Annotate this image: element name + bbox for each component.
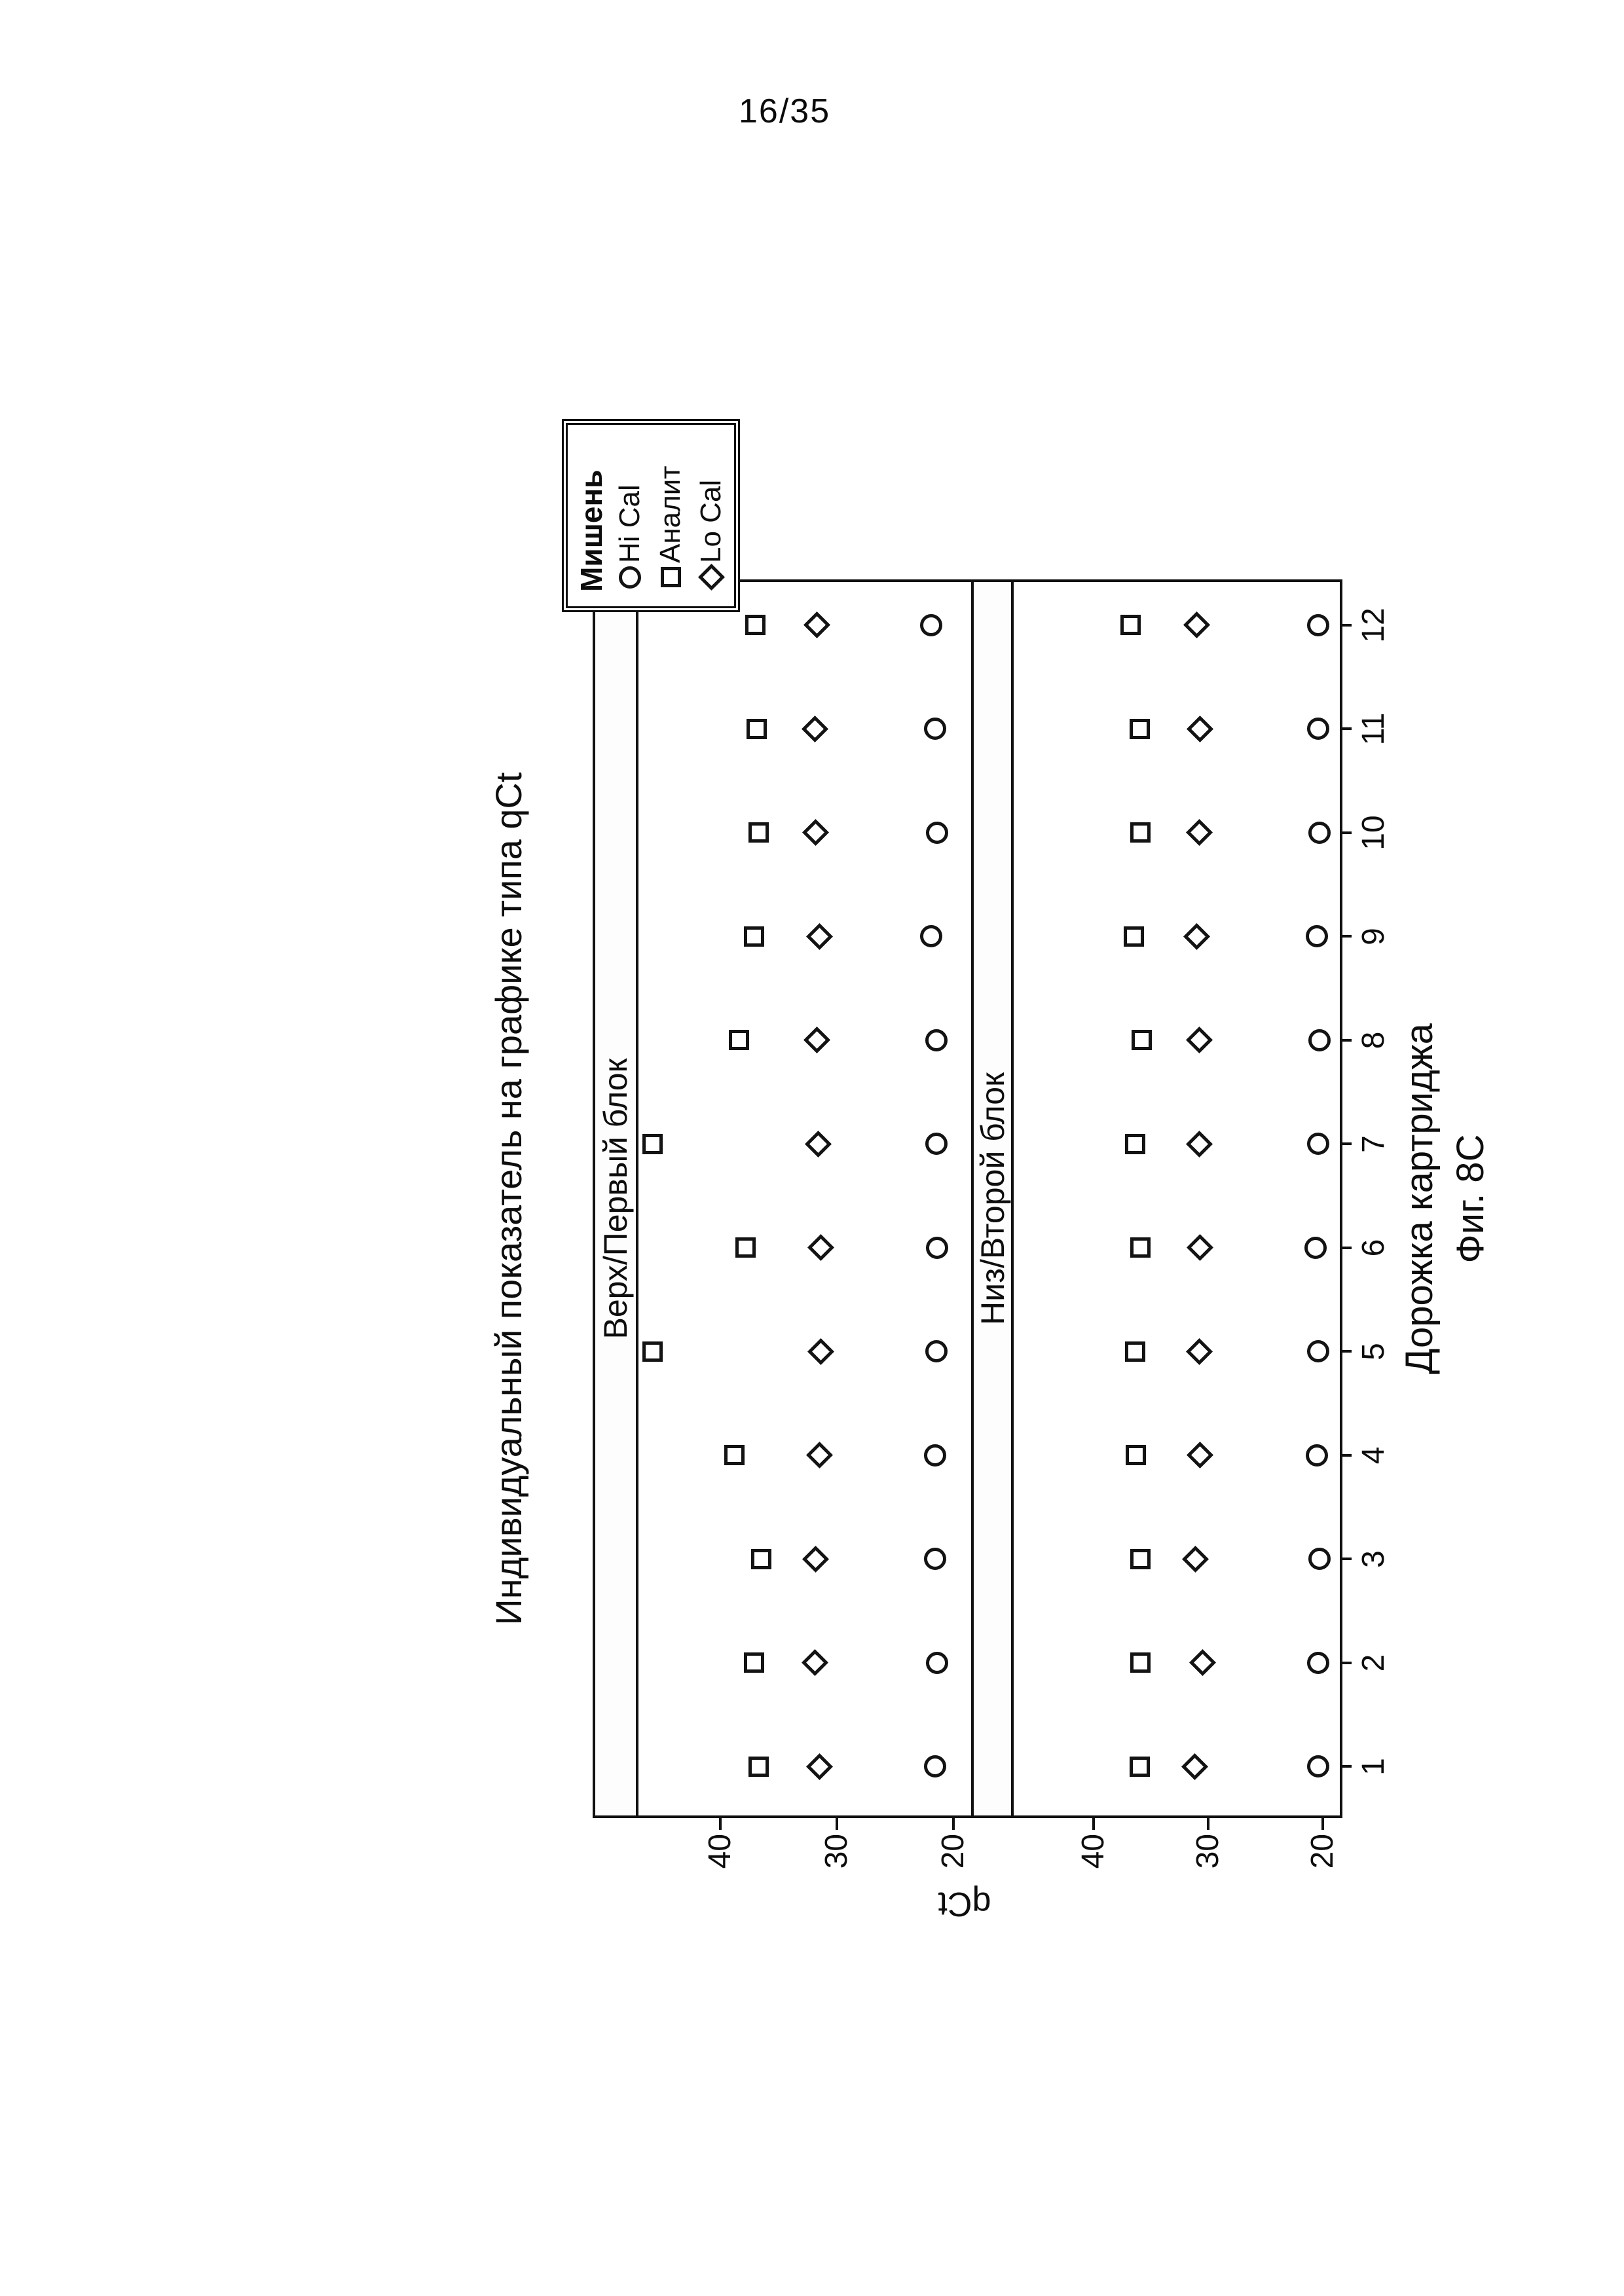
data-point-square xyxy=(1126,1446,1146,1466)
data-point-square xyxy=(751,1549,771,1569)
data-point-circle xyxy=(924,1756,946,1778)
data-point-circle xyxy=(925,1133,948,1156)
x-tick xyxy=(1342,831,1352,834)
data-point-square xyxy=(729,1030,749,1051)
x-tick xyxy=(1342,1766,1352,1768)
data-point-square xyxy=(1125,1134,1145,1154)
y-tick-label: 20 xyxy=(1304,1834,1340,1869)
x-tick xyxy=(1342,1247,1352,1249)
x-tick-label: 7 xyxy=(1356,1135,1391,1153)
x-tick xyxy=(1342,936,1352,938)
y-tick-label: 30 xyxy=(1190,1834,1226,1869)
legend-item xyxy=(610,425,650,592)
diamond-marker-icon xyxy=(702,563,721,592)
x-tick xyxy=(1342,1039,1352,1042)
data-point-square xyxy=(1130,1653,1151,1673)
x-tick-label: 3 xyxy=(1356,1550,1391,1568)
y-axis-title: qCt xyxy=(938,1885,991,1923)
x-tick-label: 1 xyxy=(1356,1758,1391,1776)
x-tick-label: 2 xyxy=(1356,1654,1391,1672)
x-tick-label: 8 xyxy=(1356,1031,1391,1049)
panel-strip-bottom: Низ/Второй блок xyxy=(971,579,1014,1818)
data-point-square xyxy=(744,1653,764,1673)
data-point-square xyxy=(745,615,766,636)
x-tick-label: 12 xyxy=(1356,608,1391,643)
data-point-square xyxy=(1130,719,1150,739)
data-point-square xyxy=(1130,1757,1150,1777)
data-point-circle xyxy=(1308,1029,1331,1051)
legend-item-label: Аналит xyxy=(654,465,686,563)
chart-title: Индивидуальный показатель на графике типа qCt xyxy=(488,772,529,1626)
data-point-square xyxy=(735,1238,756,1258)
x-tick xyxy=(1342,1351,1352,1353)
data-point-square xyxy=(748,823,769,843)
data-point-circle xyxy=(1308,822,1331,844)
x-tick xyxy=(1342,1662,1352,1664)
x-tick xyxy=(1342,728,1352,731)
data-point-circle xyxy=(924,1548,946,1571)
panel-strip-top: Верх/Первый блок xyxy=(593,579,638,1818)
data-point-square xyxy=(744,926,764,947)
data-point-square xyxy=(642,1341,663,1362)
x-tick-label: 10 xyxy=(1356,815,1391,850)
x-axis-title: Дорожка картриджа xyxy=(1398,1023,1441,1374)
y-tick-label: 20 xyxy=(936,1834,971,1869)
y-tick xyxy=(719,1818,722,1830)
y-tick xyxy=(1092,1818,1095,1830)
qct-chart xyxy=(485,419,1506,1938)
panel-plot-bottom xyxy=(1011,579,1342,1818)
y-tick-label: 40 xyxy=(1076,1834,1111,1869)
legend-title: Мишень xyxy=(574,469,608,592)
y-tick xyxy=(1207,1818,1209,1830)
x-tick xyxy=(1342,624,1352,627)
x-tick xyxy=(1342,1143,1352,1146)
x-tick-label: 6 xyxy=(1356,1239,1391,1257)
data-point-circle xyxy=(925,1341,948,1363)
x-tick-label: 9 xyxy=(1356,928,1391,945)
page-number: 16/35 xyxy=(739,92,831,130)
panel-plot-top xyxy=(636,579,974,1818)
data-point-square xyxy=(1130,1549,1151,1569)
x-tick xyxy=(1342,1454,1352,1457)
legend-item xyxy=(650,425,691,592)
data-point-circle xyxy=(925,1029,948,1051)
circle-marker-icon xyxy=(619,563,641,592)
data-point-square xyxy=(1132,1030,1152,1051)
legend xyxy=(562,419,740,612)
data-point-circle xyxy=(1308,1548,1331,1571)
legend-item-label: Lo Cal xyxy=(695,479,727,563)
data-point-square xyxy=(747,719,767,739)
data-point-circle xyxy=(1307,1652,1329,1674)
y-tick xyxy=(836,1818,838,1830)
data-point-square xyxy=(748,1757,769,1777)
y-tick-label: 40 xyxy=(702,1834,737,1869)
x-tick-label: 4 xyxy=(1356,1446,1391,1465)
data-point-square xyxy=(1120,615,1141,636)
figure-caption: Фиг. 8C xyxy=(1449,1134,1492,1264)
data-point-circle xyxy=(924,1444,946,1467)
data-point-square xyxy=(1130,1238,1151,1258)
data-point-circle xyxy=(1306,1444,1328,1467)
legend-item-label: Hi Cal xyxy=(614,484,646,563)
square-marker-icon xyxy=(661,563,681,592)
y-tick xyxy=(952,1818,955,1830)
legend-item xyxy=(691,425,731,592)
y-tick-label: 30 xyxy=(819,1834,855,1869)
data-point-square xyxy=(1124,926,1144,947)
data-point-square xyxy=(642,1134,663,1154)
data-point-circle xyxy=(1307,614,1329,636)
x-tick-label: 11 xyxy=(1356,712,1391,746)
y-tick xyxy=(1321,1818,1324,1830)
data-point-circle xyxy=(924,718,946,740)
data-point-square xyxy=(724,1446,745,1466)
data-point-square xyxy=(1130,823,1151,843)
x-tick-label: 5 xyxy=(1356,1343,1391,1360)
x-tick xyxy=(1342,1558,1352,1561)
data-point-square xyxy=(1125,1341,1145,1362)
